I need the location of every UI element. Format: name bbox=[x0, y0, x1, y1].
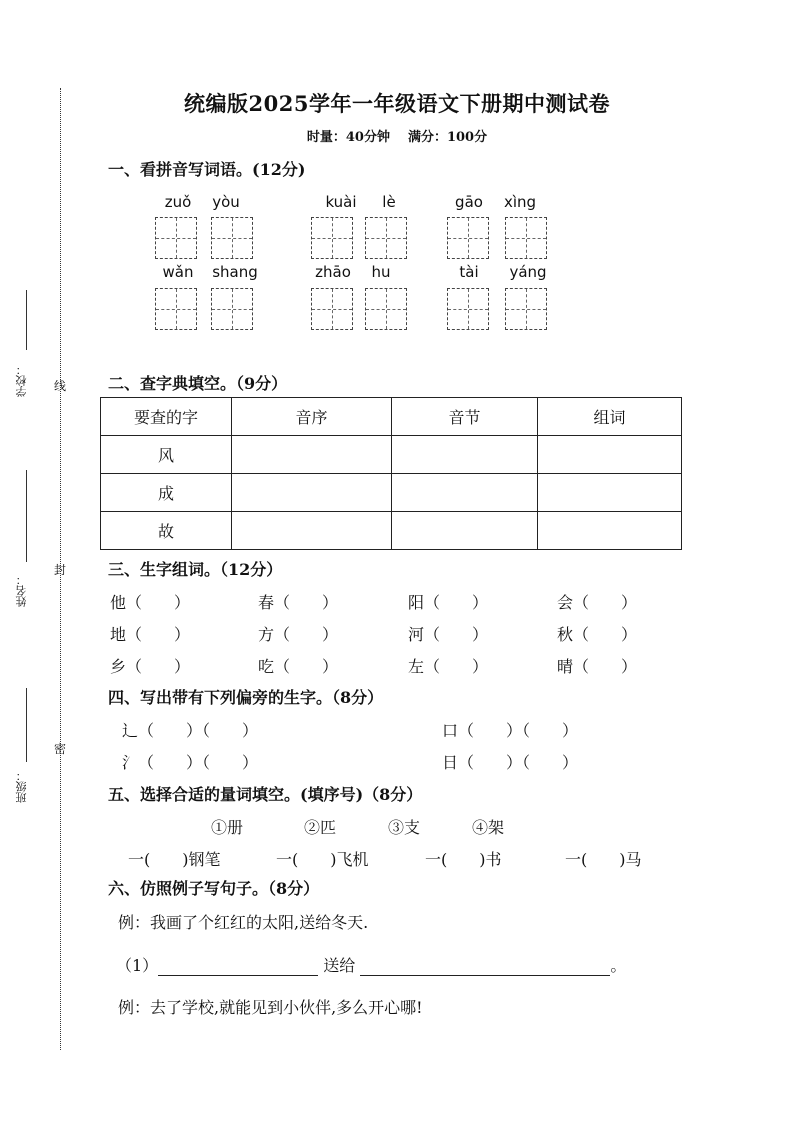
writing-box[interactable] bbox=[365, 217, 407, 259]
writing-box[interactable] bbox=[155, 217, 197, 259]
writing-box[interactable] bbox=[505, 217, 547, 259]
pinyin: zhāo bbox=[315, 263, 351, 281]
class-underline bbox=[26, 688, 27, 762]
page-title: 统编版2025学年一年级语文下册期中测试卷 bbox=[184, 91, 610, 116]
measure-blank[interactable]: 一( )马 bbox=[565, 850, 642, 869]
pinyin: yòu bbox=[212, 193, 240, 211]
word-blank[interactable]: 阳（ ） bbox=[408, 593, 489, 612]
writing-box[interactable] bbox=[211, 288, 253, 330]
writing-box[interactable] bbox=[447, 217, 489, 259]
section-1-heading: 一、看拼音写词语。(12分) bbox=[108, 160, 306, 179]
word-blank[interactable]: 秋（ ） bbox=[557, 625, 638, 644]
option-item: ④架 bbox=[472, 818, 505, 837]
pinyin: xìng bbox=[503, 193, 537, 211]
writing-box[interactable] bbox=[505, 288, 547, 330]
measure-blank[interactable]: 一( )书 bbox=[425, 850, 502, 869]
writing-box[interactable] bbox=[311, 288, 353, 330]
section-3-heading: 三、生字组词。（12分） bbox=[108, 560, 283, 579]
pinyin: hu bbox=[371, 263, 391, 281]
lookup-char: 成 bbox=[101, 474, 232, 512]
margin-char-line: 线 bbox=[54, 379, 67, 393]
option-item: ③支 bbox=[388, 818, 421, 837]
word-blank[interactable]: 晴（ ） bbox=[557, 657, 638, 676]
answer-cell[interactable] bbox=[538, 512, 682, 550]
question-connector: 送给 bbox=[323, 956, 356, 975]
school-underline bbox=[26, 290, 27, 350]
table-row bbox=[101, 436, 682, 474]
pinyin: zuǒ bbox=[164, 193, 192, 211]
answer-cell[interactable] bbox=[232, 436, 392, 474]
section-4-heading: 四、写出带有下列偏旁的生字。（8分） bbox=[108, 688, 384, 707]
radical-blank[interactable]: 口（ ）（ ） bbox=[442, 721, 579, 740]
writing-box[interactable] bbox=[155, 288, 197, 330]
example-sentence-2: 例：去了学校,就能见到小伙伴,多么开心哪! bbox=[118, 998, 423, 1017]
answer-cell[interactable] bbox=[538, 436, 682, 474]
answer-cell[interactable] bbox=[538, 474, 682, 512]
question-number: （1） bbox=[116, 956, 159, 975]
answer-cell[interactable] bbox=[392, 512, 538, 550]
answer-line[interactable] bbox=[360, 974, 610, 976]
lookup-char: 故 bbox=[101, 512, 232, 550]
dictionary-table bbox=[100, 397, 682, 550]
lookup-char: 风 bbox=[101, 436, 232, 474]
word-blank[interactable]: 春（ ） bbox=[258, 593, 339, 612]
answer-line[interactable] bbox=[158, 974, 318, 976]
name-underline bbox=[26, 470, 27, 562]
section-6-heading: 六、仿照例子写句子。（8分） bbox=[108, 879, 320, 898]
time-limit: 时量：40分钟 bbox=[306, 130, 390, 145]
word-blank[interactable]: 左（ ） bbox=[408, 657, 489, 676]
writing-box[interactable] bbox=[211, 217, 253, 259]
pinyin: kuài bbox=[325, 193, 357, 211]
section-2-heading: 二、查字典填空。（9分） bbox=[108, 374, 288, 393]
option-item: ②匹 bbox=[304, 818, 337, 837]
word-blank[interactable]: 地（ ） bbox=[110, 625, 191, 644]
example-sentence-1: 例：我画了个红红的太阳,送给冬天. bbox=[118, 913, 369, 932]
pinyin: yáng bbox=[509, 263, 547, 281]
table-header: 组词 bbox=[538, 398, 682, 436]
answer-cell[interactable] bbox=[392, 436, 538, 474]
pinyin: tài bbox=[459, 263, 479, 281]
class-label: 班级： bbox=[15, 770, 28, 803]
name-label: 姓名： bbox=[15, 574, 28, 607]
option-item: ①册 bbox=[211, 818, 244, 837]
writing-box[interactable] bbox=[447, 288, 489, 330]
table-header-row bbox=[101, 398, 682, 436]
writing-box[interactable] bbox=[365, 288, 407, 330]
table-header: 音节 bbox=[392, 398, 538, 436]
margin-char-seal: 封 bbox=[54, 563, 67, 577]
pinyin: lè bbox=[382, 193, 396, 211]
word-blank[interactable]: 他（ ） bbox=[110, 593, 191, 612]
full-score: 满分：100分 bbox=[407, 130, 488, 145]
answer-cell[interactable] bbox=[392, 474, 538, 512]
pinyin: wǎn bbox=[162, 263, 194, 281]
radical-blank[interactable]: 日（ ）（ ） bbox=[442, 753, 579, 772]
word-blank[interactable]: 吃（ ） bbox=[258, 657, 339, 676]
word-blank[interactable]: 河（ ） bbox=[408, 625, 489, 644]
table-header: 音序 bbox=[232, 398, 392, 436]
exam-info bbox=[0, 126, 794, 145]
section-5-heading: 五、选择合适的量词填空。(填序号)（8分） bbox=[108, 785, 423, 804]
margin-char-secret: 密 bbox=[54, 742, 67, 756]
radical-blank[interactable]: 辶（ ）（ ） bbox=[122, 721, 259, 740]
radical-blank[interactable]: 氵（ ）（ ） bbox=[122, 753, 259, 772]
question-1 bbox=[116, 953, 626, 976]
table-row bbox=[101, 512, 682, 550]
writing-box[interactable] bbox=[311, 217, 353, 259]
pinyin: shang bbox=[212, 263, 258, 281]
measure-blank[interactable]: 一( )钢笔 bbox=[128, 850, 221, 869]
question-end: 。 bbox=[610, 956, 627, 975]
school-label: 学校： bbox=[15, 364, 28, 397]
answer-cell[interactable] bbox=[232, 512, 392, 550]
answer-cell[interactable] bbox=[232, 474, 392, 512]
word-blank[interactable]: 方（ ） bbox=[258, 625, 339, 644]
word-blank[interactable]: 会（ ） bbox=[557, 593, 638, 612]
table-row bbox=[101, 474, 682, 512]
word-blank[interactable]: 乡（ ） bbox=[110, 657, 191, 676]
table-header: 要查的字 bbox=[101, 398, 232, 436]
pinyin: gāo bbox=[455, 193, 483, 211]
measure-blank[interactable]: 一( )飞机 bbox=[276, 850, 369, 869]
